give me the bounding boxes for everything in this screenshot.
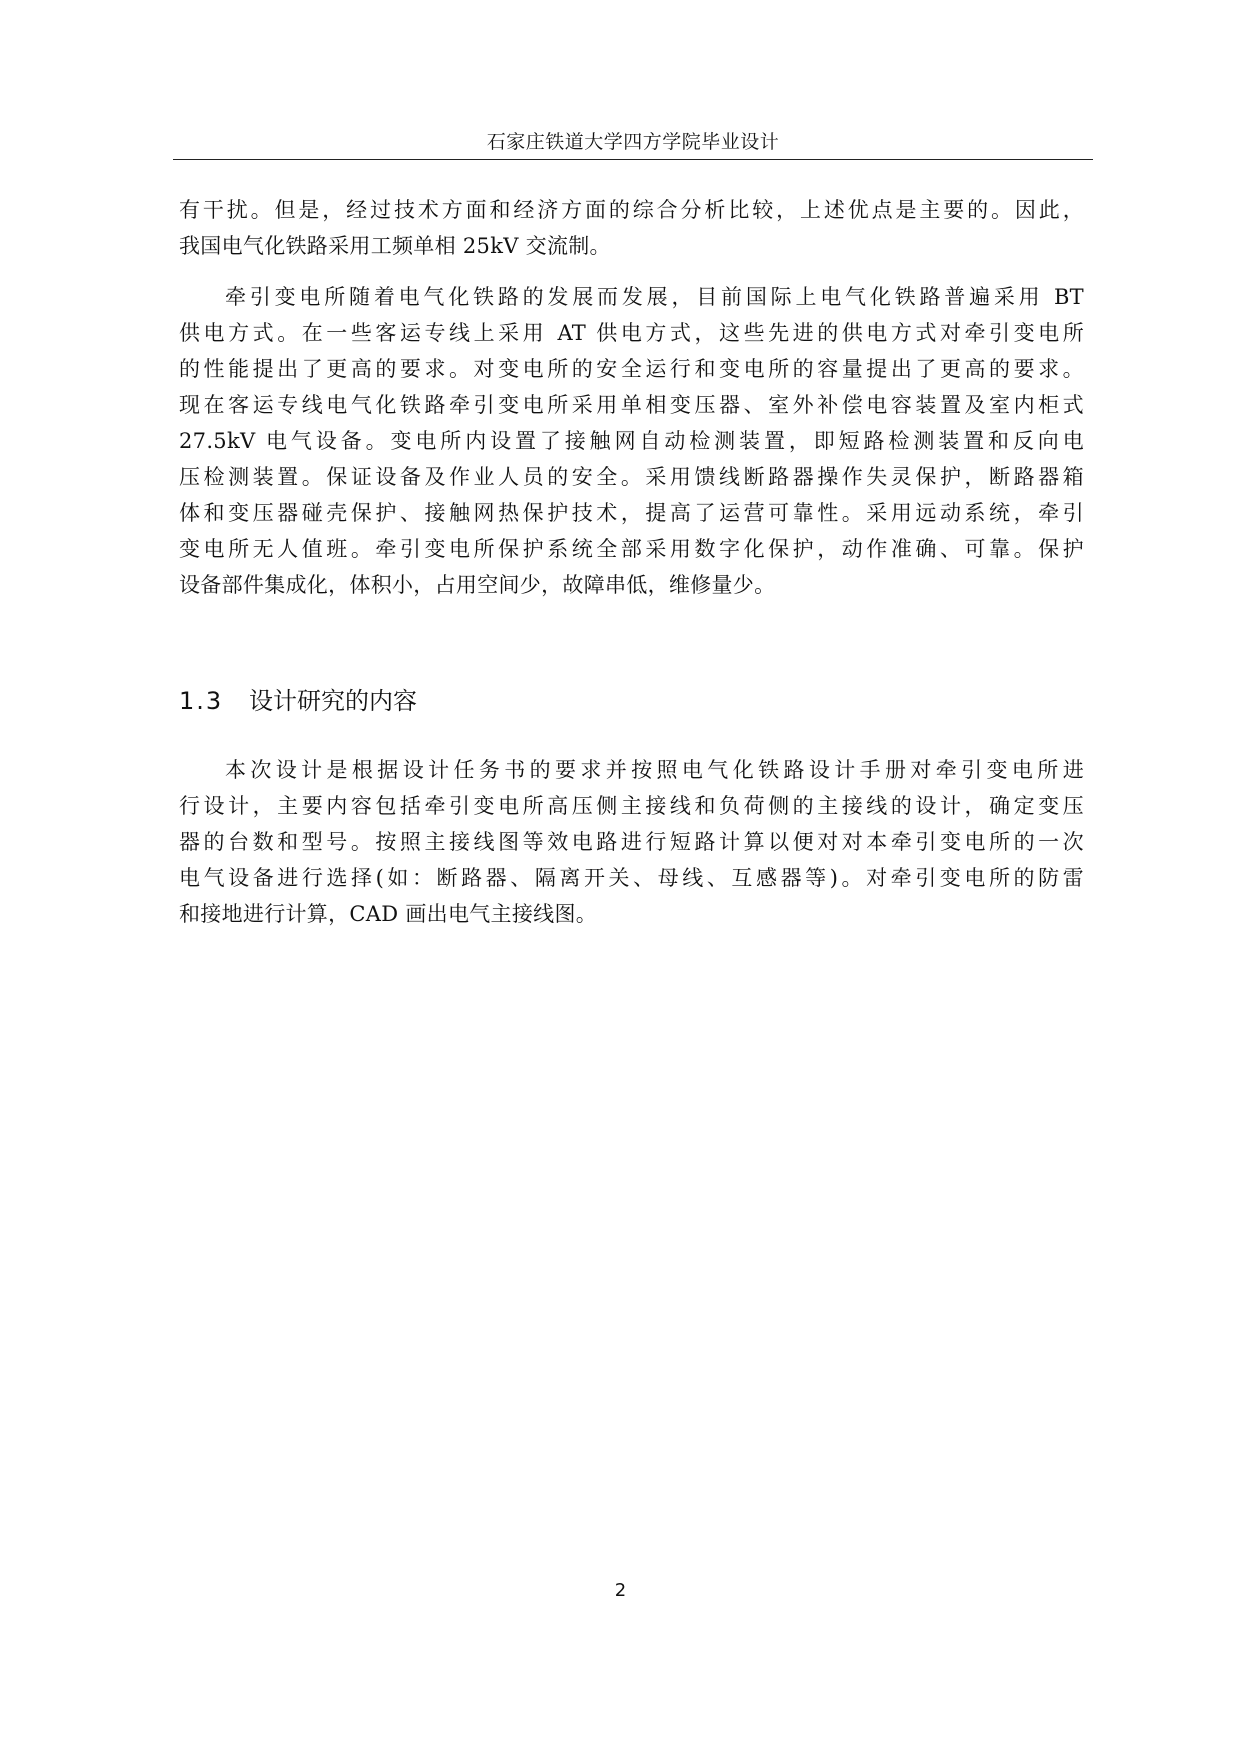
- paragraph-line: 设备部件集成化，体积小，占用空间少，故障串低，维修量少。: [179, 573, 776, 597]
- page-header: 石家庄铁道大学四方学院毕业设计: [486, 131, 780, 153]
- paragraph-line: 有干扰。但是，经过技术方面和经济方面的综合分析比较，上述优点是主要的。因此，: [179, 198, 1084, 222]
- paragraph-line: 供电方式。在一些客运专线上采用 AT 供电方式，这些先进的供电方式对牵引变电所: [179, 321, 1084, 345]
- paragraph-line: 变电所无人值班。牵引变电所保护系统全部采用数字化保护，动作准确、可靠。保护: [179, 537, 1084, 561]
- paragraph-line: 27.5kV 电气设备。变电所内设置了接触网自动检测装置，即短路检测装置和反向电: [179, 429, 1084, 453]
- paragraph-2: [179, 279, 1084, 603]
- paragraph-line: 现在客运专线电气化铁路牵引变电所采用单相变压器、室外补偿电容装置及室内柜式: [179, 393, 1084, 417]
- paragraph-line: 和接地进行计算，CAD 画出电气主接线图。: [179, 902, 598, 926]
- paragraph-1: [179, 192, 1084, 264]
- paragraph-line: 电气设备进行选择(如：断路器、隔离开关、母线、互感器等)。对牵引变电所的防雷: [179, 866, 1084, 890]
- paragraph-line: 的性能提出了更高的要求。对变电所的安全运行和变电所的容量提出了更高的要求。: [179, 357, 1084, 381]
- section-number: 1.3: [179, 687, 224, 715]
- paragraph-line: 压检测装置。保证设备及作业人员的安全。采用馈线断路器操作失灵保护，断路器箱: [179, 465, 1084, 489]
- header-divider: [173, 159, 1093, 160]
- section-heading: [179, 686, 417, 716]
- paragraph-line: 行设计，主要内容包括牵引变电所高压侧主接线和负荷侧的主接线的设计，确定变压: [179, 794, 1084, 818]
- paragraph-3: [179, 752, 1084, 932]
- paragraph-line: 牵引变电所随着电气化铁路的发展而发展，目前国际上电气化铁路普遍采用 BT: [225, 285, 1084, 309]
- paragraph-line: 器的台数和型号。按照主接线图等效电路进行短路计算以便对对本牵引变电所的一次: [179, 830, 1084, 854]
- section-title: 设计研究的内容: [249, 687, 417, 715]
- paragraph-line: 本次设计是根据设计任务书的要求并按照电气化铁路设计手册对牵引变电所进: [225, 758, 1084, 782]
- paragraph-line: 我国电气化铁路采用工频单相 25kV 交流制。: [179, 234, 611, 258]
- page-number: 2: [614, 1580, 627, 1601]
- paragraph-line: 体和变压器碰壳保护、接触网热保护技术，提高了运营可靠性。采用远动系统，牵引: [179, 501, 1084, 525]
